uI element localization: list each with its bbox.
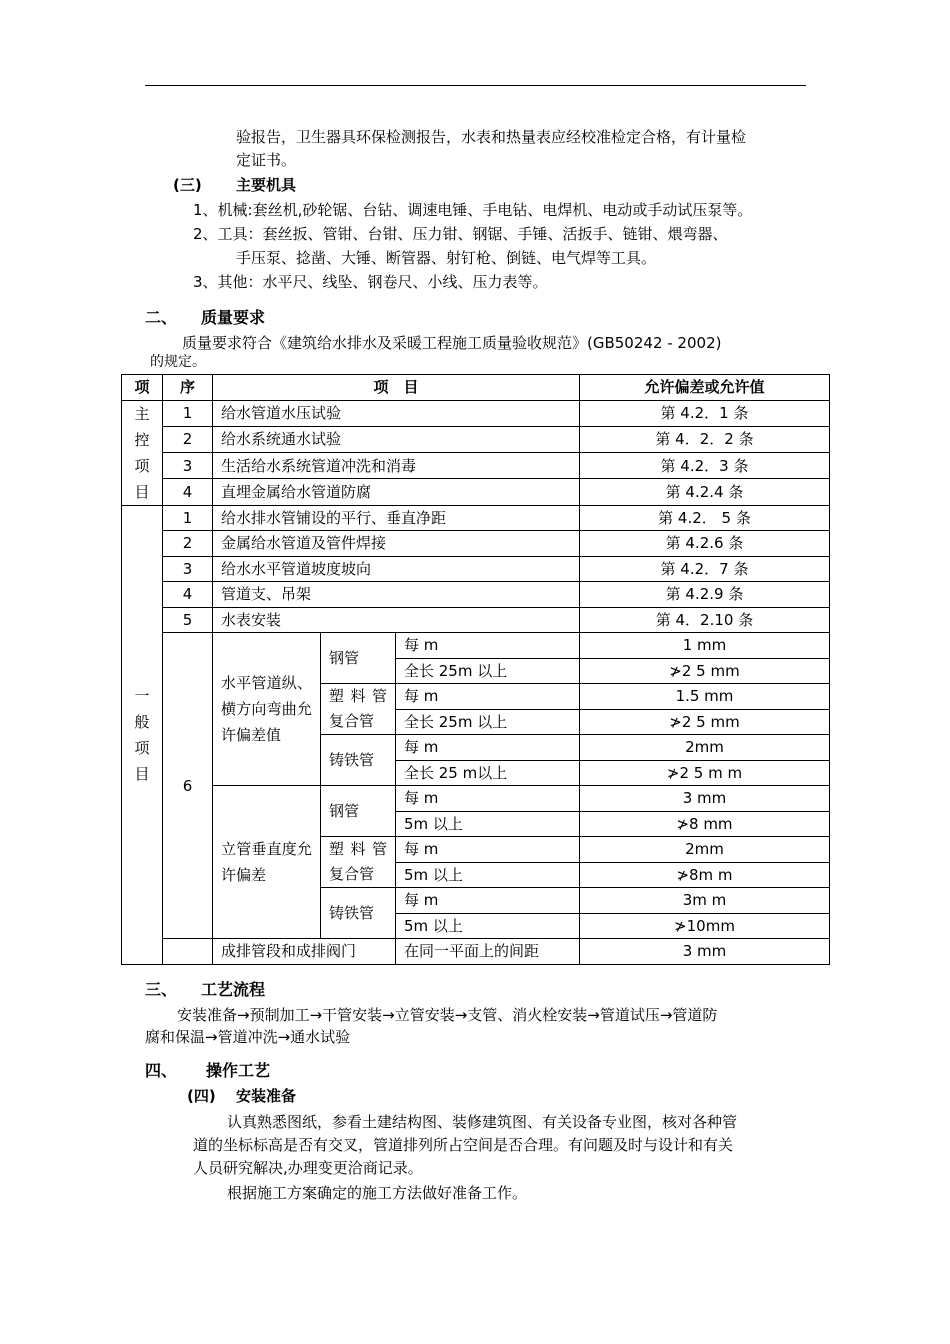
condition: 每 m xyxy=(396,633,580,659)
row-number: 2 xyxy=(163,531,213,557)
row-item: 直埋金属给水管道防腐 xyxy=(213,479,580,505)
intro-line-1: 验报告，卫生器具环保检测报告，水表和热量表应经校准检定合格，有计量检 xyxy=(236,128,747,146)
operation-paragraph-1-line-2: 道的坐标标高是否有交叉，管道排列所占空间是否合理。有问题及时与设计和有关 xyxy=(193,1136,734,1154)
tools-heading: 主要机具 xyxy=(236,176,297,194)
row-value: 第 4.2.4 条 xyxy=(580,479,830,505)
row-item: 成排管段和成排阀门 xyxy=(213,939,396,965)
main-control-group-label: 主 控 项 目 xyxy=(122,400,163,505)
process-line-2: 腐和保温→管道冲洗→通水试验 xyxy=(145,1028,351,1046)
row-item: 管道支、吊架 xyxy=(213,582,580,608)
tools-heading-number: (三) xyxy=(173,176,202,194)
operation-paragraph-1-line-1: 认真熟悉图纸，参看土建结构图、装修建筑图、有关设备专业图，核对各种管 xyxy=(227,1113,738,1131)
table-row xyxy=(122,400,830,426)
row-value: 第 4.2.6 条 xyxy=(580,531,830,557)
row-value: 第 4.2．3 条 xyxy=(580,453,830,479)
condition: 5m 以上 xyxy=(396,913,580,939)
table-row xyxy=(122,939,830,965)
condition: 每 m xyxy=(396,786,580,812)
condition: 每 m xyxy=(396,888,580,914)
row-number: 2 xyxy=(163,426,213,452)
header-tolerance: 允许偏差或允许值 xyxy=(580,375,830,401)
pipe-type: 钢管 xyxy=(321,786,396,837)
quality-description-line-1: 质量要求符合《建筑给水排水及采暖工程施工质量验收规范》(GB50242 - 2002) xyxy=(182,334,722,352)
operation-paragraph-1-line-3: 人员研究解决,办理变更洽商记录。 xyxy=(193,1159,423,1177)
operation-paragraph-2: 根据施工方案确定的施工方法做好准备工作。 xyxy=(227,1184,528,1202)
row-value: 第 4.2.9 条 xyxy=(580,582,830,608)
row-item: 给水管道水压试验 xyxy=(213,400,580,426)
row-number: 1 xyxy=(163,400,213,426)
header-rule xyxy=(145,85,806,86)
process-section-title: 工艺流程 xyxy=(201,980,266,999)
table-row xyxy=(122,582,830,608)
row-number: 3 xyxy=(163,453,213,479)
row-value: ≯2 5 mm xyxy=(580,658,830,684)
condition: 每 m xyxy=(396,684,580,710)
row-item: 水表安装 xyxy=(213,607,580,633)
row-value: ≯2 5 mm xyxy=(580,709,830,735)
table-row xyxy=(122,531,830,557)
row-value: ≯2 5 m m xyxy=(580,760,830,786)
process-section-number: 三、 xyxy=(145,980,178,999)
tools-item-2-line-2: 手压泵、捻凿、大锤、断管器、射钉枪、倒链、电气焊等工具。 xyxy=(236,249,657,267)
table-row xyxy=(122,786,830,812)
table-header-row xyxy=(122,375,830,401)
intro-line-2: 定证书。 xyxy=(236,151,297,169)
tools-item-2-line-1: 2、工具：套丝扳、管钳、台钳、压力钳、钢锯、手锤、活扳手、链钳、煨弯器、 xyxy=(193,225,728,243)
operation-section-number: 四、 xyxy=(145,1061,178,1080)
condition: 5m 以上 xyxy=(396,862,580,888)
row-item: 给水系统通水试验 xyxy=(213,426,580,452)
row-number: 5 xyxy=(163,607,213,633)
pipe-type: 铸铁管 xyxy=(321,735,396,786)
row-value: 3 mm xyxy=(580,786,830,812)
header-item: 项 目 xyxy=(213,375,580,401)
row-value: 3 mm xyxy=(580,939,830,965)
row-number xyxy=(163,939,213,965)
operation-sub-title: 安装准备 xyxy=(236,1087,297,1105)
table-row xyxy=(122,633,830,659)
horizontal-deviation-label: 水平管道纵、横方向弯曲允许偏差值 xyxy=(213,633,321,786)
row-value: 2mm xyxy=(580,735,830,761)
row-item: 金属给水管道及管件焊接 xyxy=(213,531,580,557)
quality-section-number: 二、 xyxy=(145,308,178,327)
row-value: 3m m xyxy=(580,888,830,914)
row-item: 给水排水管铺设的平行、垂直净距 xyxy=(213,505,580,531)
row-value: 第 4．2.10 条 xyxy=(580,607,830,633)
row-value: 第 4.2． 5 条 xyxy=(580,505,830,531)
vertical-deviation-label: 立管垂直度允许偏差 xyxy=(213,786,321,939)
operation-sub-number: (四) xyxy=(187,1087,216,1105)
quality-section-title: 质量要求 xyxy=(201,308,266,327)
pipe-type: 塑料管复合管 xyxy=(321,837,396,888)
tools-item-1: 1、机械:套丝机,砂轮锯、台钻、调速电锤、手电钻、电焊机、电动或手动试压泵等。 xyxy=(193,201,753,219)
table-row xyxy=(122,556,830,582)
header-category: 项 xyxy=(122,375,163,401)
pipe-type: 铸铁管 xyxy=(321,888,396,939)
condition: 每 m xyxy=(396,837,580,863)
pipe-type: 钢管 xyxy=(321,633,396,684)
table-row xyxy=(122,426,830,452)
row-number: 3 xyxy=(163,556,213,582)
row-value: ≯10mm xyxy=(580,913,830,939)
condition: 全长 25m 以上 xyxy=(396,709,580,735)
header-number: 序 xyxy=(163,375,213,401)
row-value: 第 4.2．1 条 xyxy=(580,400,830,426)
row-value: ≯8 mm xyxy=(580,811,830,837)
row-value: 2mm xyxy=(580,837,830,863)
row-value: ≯8m m xyxy=(580,862,830,888)
table-row xyxy=(122,607,830,633)
row-item: 给水水平管道坡度坡向 xyxy=(213,556,580,582)
process-line-1: 安装准备→预制加工→干管安装→立管安装→支管、消火栓安装→管道试压→管道防 xyxy=(177,1006,718,1024)
table-row xyxy=(122,453,830,479)
condition: 全长 25m 以上 xyxy=(396,658,580,684)
operation-section-title: 操作工艺 xyxy=(206,1061,271,1080)
row-value: 1 mm xyxy=(580,633,830,659)
row-number: 4 xyxy=(163,582,213,608)
row-value: 1.5 mm xyxy=(580,684,830,710)
condition: 全长 25 m以上 xyxy=(396,760,580,786)
row-number: 4 xyxy=(163,479,213,505)
quality-description-line-2: 的规定。 xyxy=(150,354,206,370)
row-value: 第 4．2．2 条 xyxy=(580,426,830,452)
row-value: 第 4.2．7 条 xyxy=(580,556,830,582)
tools-item-3: 3、其他：水平尺、线坠、钢卷尺、小线、压力表等。 xyxy=(193,273,548,291)
general-group-label: 一 般 项 目 xyxy=(122,505,163,964)
table-row xyxy=(122,505,830,531)
row-number: 6 xyxy=(163,633,213,939)
pipe-type: 塑料管复合管 xyxy=(321,684,396,735)
quality-table xyxy=(121,374,830,965)
table-row xyxy=(122,479,830,505)
condition: 在同一平面上的间距 xyxy=(396,939,580,965)
condition: 5m 以上 xyxy=(396,811,580,837)
condition: 每 m xyxy=(396,735,580,761)
row-item: 生活给水系统管道冲洗和消毒 xyxy=(213,453,580,479)
row-number: 1 xyxy=(163,505,213,531)
